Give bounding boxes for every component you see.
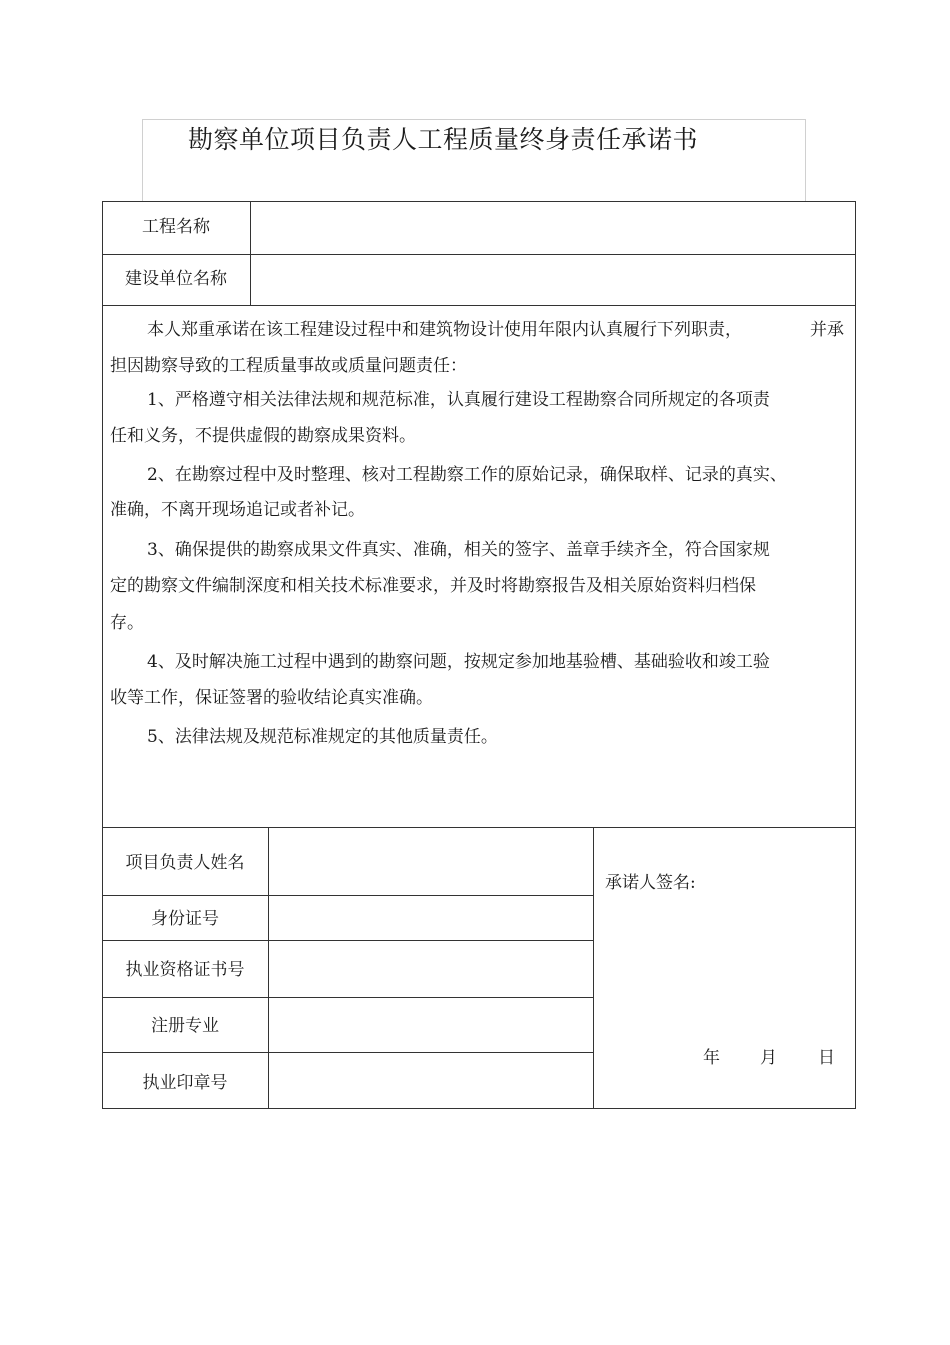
commitment-item-1-line-1: 1、严格遵守相关法律法规和规范标准，认真履行建设工程勘察合同所规定的各项责 — [147, 390, 770, 410]
project-leader-name-label: 项目负责人姓名 — [125, 853, 245, 873]
table-border-right — [855, 201, 856, 1109]
commitment-item-3-line-1: 3、确保提供的勘察成果文件真实、准确，相关的签字、盖章手续齐全，符合国家规 — [147, 540, 770, 560]
commitment-intro-line-1: 本人郑重承诺在该工程建设过程中和建筑物设计使用年限内认真履行下列职责， — [147, 320, 742, 340]
row-divider-2 — [102, 305, 856, 306]
commitment-intro-line-2: 担因勘察导致的工程质量事故或质量问题责任： — [110, 356, 467, 376]
signature-area[interactable] — [594, 900, 855, 1035]
signature-month-label: 月 — [760, 1048, 777, 1068]
commitment-item-4-line-1: 4、及时解决施工过程中遇到的勘察问题，按规定参加地基验槽、基础验收和竣工验 — [147, 652, 770, 672]
project-name-label: 工程名称 — [142, 217, 210, 237]
registered-specialty-field[interactable] — [269, 998, 593, 1052]
id-number-field[interactable] — [269, 896, 593, 940]
qualification-cert-label: 执业资格证书号 — [125, 960, 245, 980]
table-border-bottom — [102, 1108, 856, 1109]
commitment-item-5: 5、法律法规及规范标准规定的其他质量责任。 — [147, 727, 498, 747]
project-name-field[interactable] — [251, 202, 855, 254]
commitment-item-3-line-2: 定的勘察文件编制深度和相关技术标准要求，并及时将勘察报告及相关原始资料归档保 — [110, 576, 756, 596]
commitment-item-4-line-2: 收等工作，保证签署的验收结论真实准确。 — [110, 688, 433, 708]
project-leader-name-field[interactable] — [269, 828, 593, 895]
construction-unit-label: 建设单位名称 — [125, 269, 227, 289]
construction-unit-field[interactable] — [251, 255, 855, 305]
signature-day-label: 日 — [818, 1048, 835, 1068]
commitment-item-3-line-3: 存。 — [110, 613, 144, 633]
commitment-item-1-line-2: 任和义务，不提供虚假的勘察成果资料。 — [110, 426, 416, 446]
signature-year-label: 年 — [703, 1048, 720, 1068]
registered-specialty-label: 注册专业 — [151, 1016, 219, 1036]
commitment-intro-line-1-tail: 并承 — [810, 320, 844, 340]
practice-seal-field[interactable] — [269, 1053, 593, 1108]
id-number-label: 身份证号 — [151, 909, 219, 929]
commitment-item-2-line-2: 准确，不离开现场追记或者补记。 — [110, 500, 365, 520]
practice-seal-label: 执业印章号 — [142, 1073, 228, 1093]
signature-label: 承诺人签名: — [605, 873, 696, 893]
document-title: 勘察单位项目负责人工程质量终身责任承诺书 — [188, 125, 699, 154]
qualification-cert-field[interactable] — [269, 941, 593, 997]
commitment-item-2-line-1: 2、在勘察过程中及时整理、核对工程勘察工作的原始记录，确保取样、记录的真实、 — [147, 465, 787, 485]
